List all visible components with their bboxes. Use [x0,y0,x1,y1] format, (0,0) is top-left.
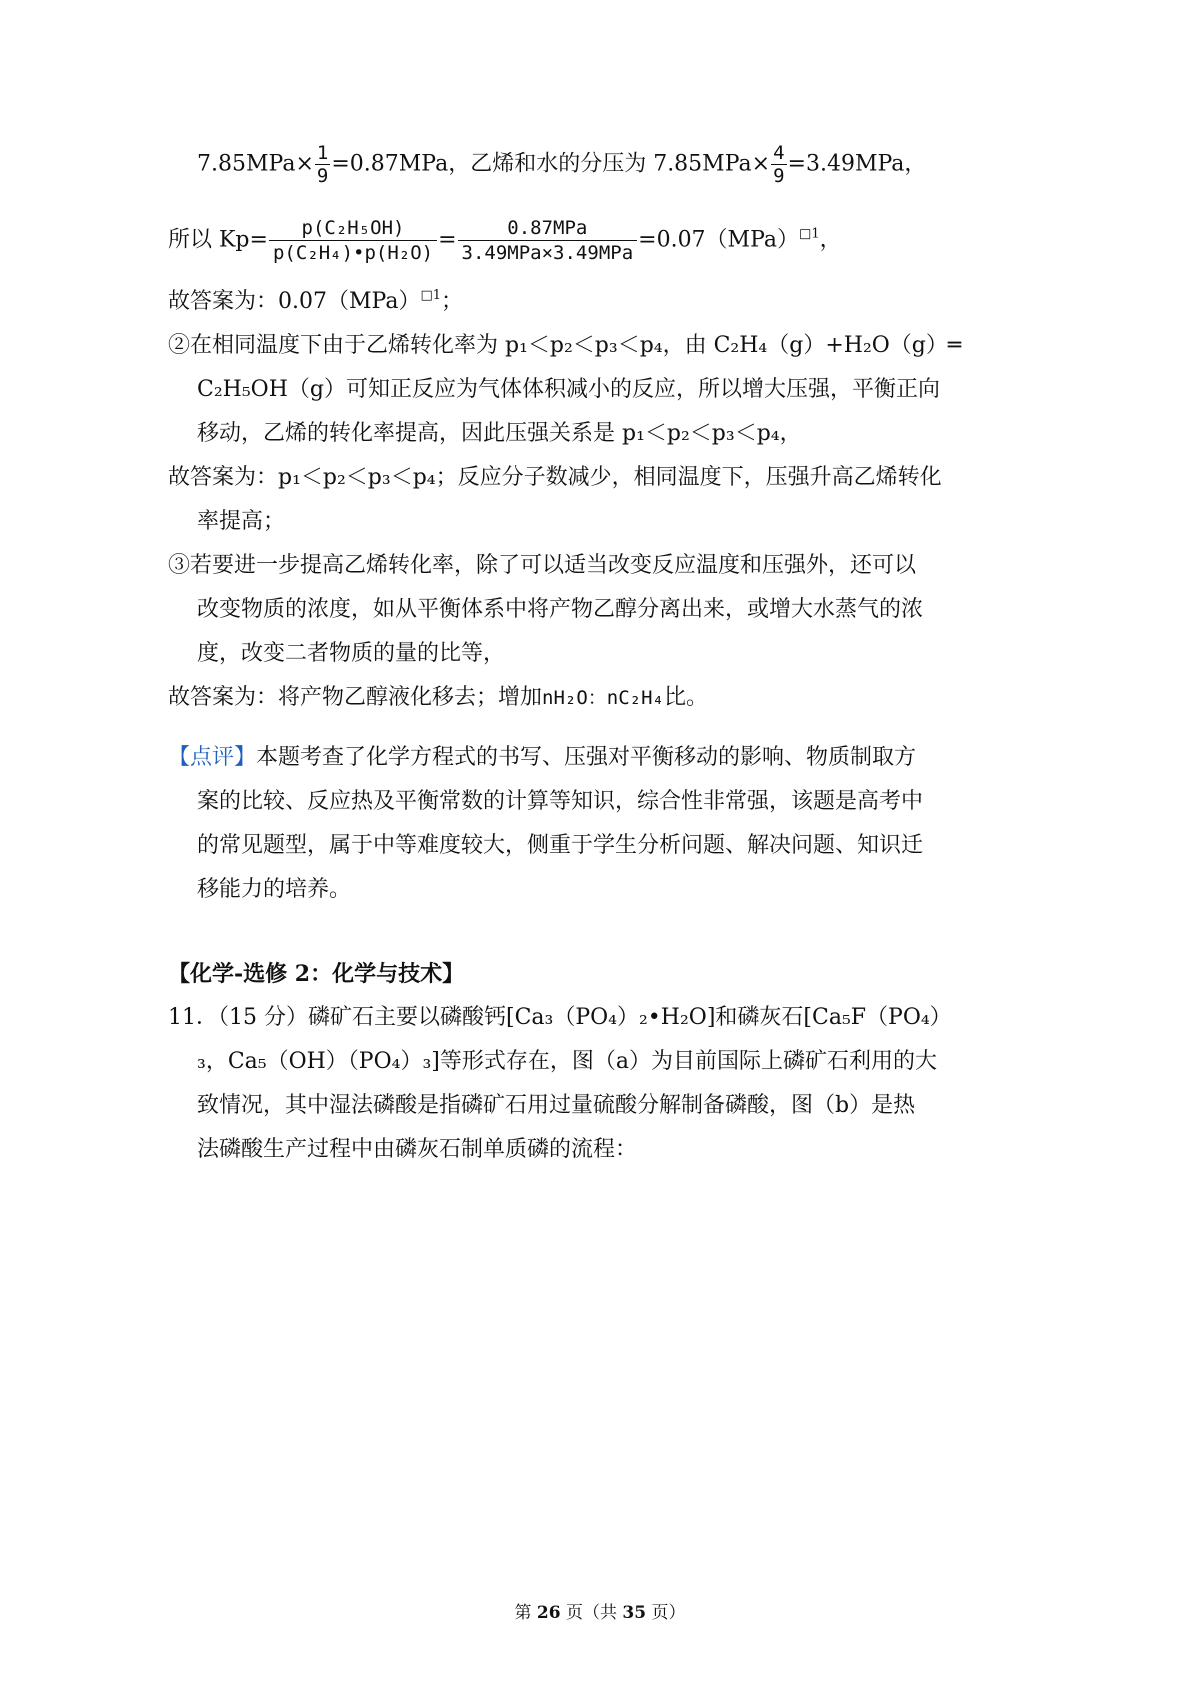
question-11-line-1: 11．（15 分）磷矿石主要以磷酸钙[Ca₃（PO₄）₂•H₂O]和磷灰石[Ca₅F（PO₄） [168,1005,952,1030]
mole-ratio: nH₂O：nC₂H₄ [542,687,664,709]
numerator: 0.87MPa [458,216,638,241]
partial-pressure-line [197,142,926,187]
part3-line-2: 改变物质的浓度，如从平衡体系中将产物乙醇分离出来，或增大水蒸气的浓 [197,597,924,622]
answer-2-line-2: 率提高； [197,509,286,534]
fraction-one-ninth [315,142,330,187]
answer-3 [168,683,708,713]
page-footer [0,1598,1200,1623]
comment-line-4: 移能力的培养。 [197,877,352,902]
section-title: 【化学-选修 2：化学与技术】 [168,961,465,987]
text-segment: 页） [646,1603,686,1623]
text-segment: 第 [514,1603,537,1623]
text-segment: =3.49MPa， [787,151,927,177]
numerator: 4 [773,142,785,164]
answer-1 [168,287,463,317]
fraction-four-ninths [771,142,786,187]
text-segment: 故答案为：0.07（MPa） [168,289,421,314]
text-segment: 比。 [663,685,708,710]
part2-line-1: ②在相同温度下由于乙烯转化率为 p₁＜p₂＜p₃＜p₄，由 C₂H₄（g）+H₂O（g）═ [168,333,962,358]
text-segment: =0.87MPa，乙烯和水的分压为 7.85MPa× [331,151,771,177]
question-11-line-3: 致情况，其中湿法磷酸是指磷矿石用过量硫酸分解制备磷酸，图（b）是热 [197,1093,916,1118]
denominator: 3.49MPa×3.49MPa [461,242,634,264]
denominator: 9 [773,165,785,187]
part3-line-1: ③若要进一步提高乙烯转化率，除了可以适当改变反应温度和压强外，还可以 [168,553,917,578]
page-number: 26 [536,1603,561,1623]
comment-tag: 【点评】 [168,745,257,770]
comment-line-3: 的常见题型，属于中等难度较大，侧重于学生分析问题、解决问题、知识迁 [197,833,924,858]
comment-line-1 [168,743,916,773]
comment-line-2: 案的比较、反应热及平衡常数的计算等知识，综合性非常强，该题是高考中 [197,789,924,814]
text-segment: ， [819,227,842,253]
question-11-line-4: 法磷酸生产过程中由磷灰石制单质磷的流程： [197,1137,638,1162]
denominator: p(C₂H₄)•p(H₂O) [272,242,434,264]
text-segment: = [438,227,457,253]
text-segment: 7.85MPa× [197,151,314,177]
text-segment: ； [441,289,464,314]
denominator: 9 [316,165,329,187]
kp-expression-fraction [269,216,437,265]
text-segment: =0.07（MPa） [638,227,800,253]
exponent: □1 [799,226,820,242]
part3-line-3: 度，改变二者物质的量的比等， [197,641,506,666]
part2-line-2: C₂H₅OH（g）可知正反应为气体体积减小的反应，所以增大压强，平衡正向 [197,377,940,402]
answer-2-line-1: 故答案为：p₁＜p₂＜p₃＜p₄；反应分子数减少，相同温度下，压强升高乙烯转化 [168,465,942,490]
text-segment: 页（共 [560,1603,623,1623]
page-total: 35 [622,1603,647,1623]
part2-line-3: 移动，乙烯的转化率提高，因此压强关系是 p₁＜p₂＜p₃＜p₄， [197,421,802,446]
text-segment: 所以 Kp= [168,227,268,253]
kp-formula-line [168,216,842,265]
kp-value-fraction [458,216,638,265]
text-segment: 故答案为：将产物乙醇液化移去；增加 [168,685,543,710]
text-segment: 本题考查了化学方程式的书写、压强对平衡移动的影响、物质制取方 [256,745,917,770]
question-11-line-2: ₃，Ca₅（OH）（PO₄）₃]等形式存在，图（a）为目前国际上磷矿石利用的大 [197,1049,937,1074]
exponent: □1 [420,288,442,303]
numerator: p(C₂H₅OH) [269,216,437,241]
numerator: 1 [316,142,329,164]
